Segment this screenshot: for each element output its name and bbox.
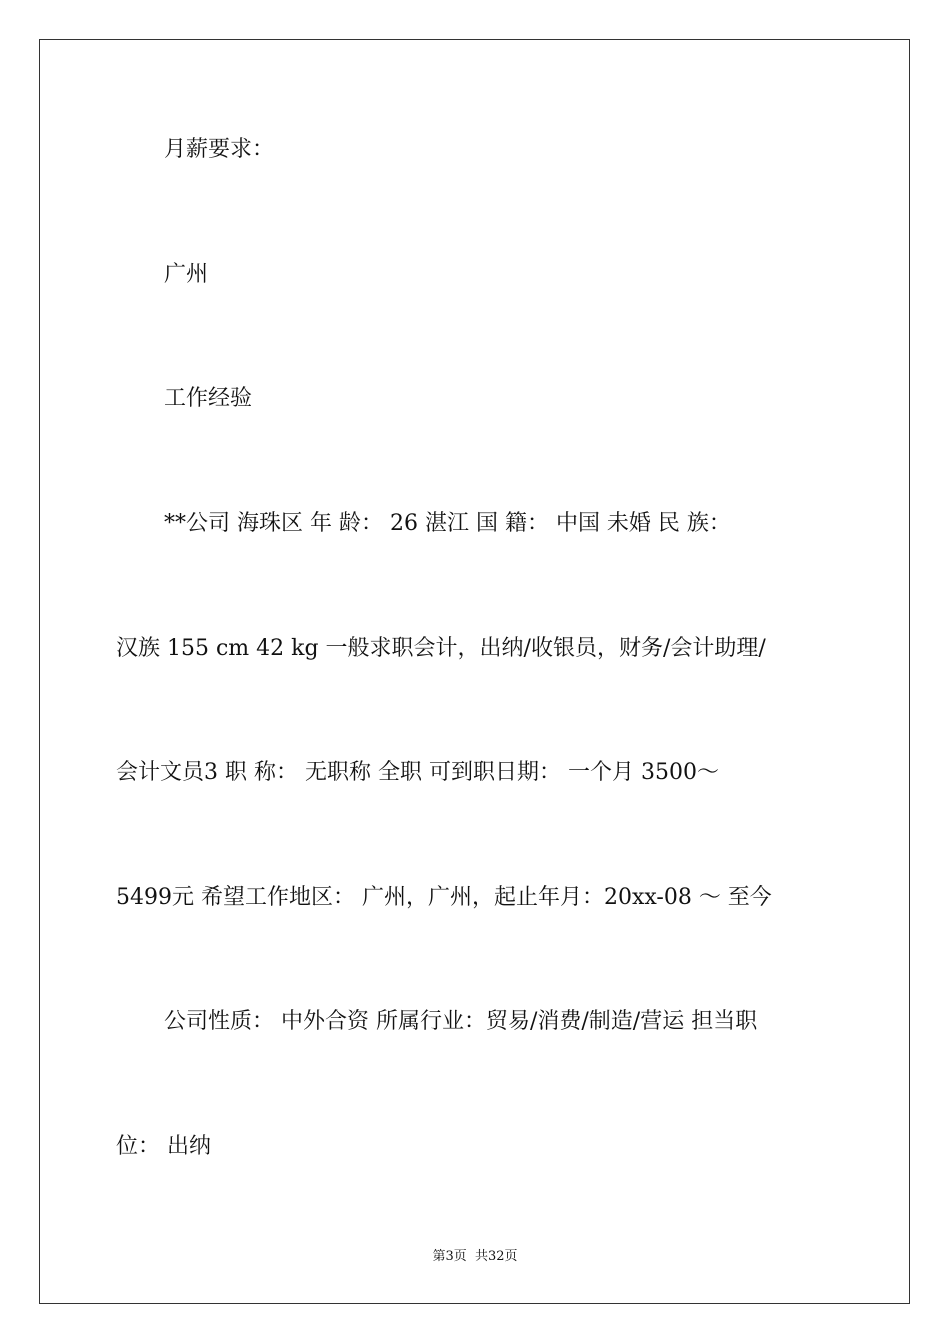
text-line-profile-2: 汉族 155 cm 42 kg 一般求职会计，出纳/收银员，财务/会计助理/ [116,636,766,661]
text-line-position: 位： 出纳 [116,1134,211,1159]
text-line-guangzhou: 广州 [164,262,209,287]
text-line-profile-4: 5499元 希望工作地区： 广州，广州，起止年月：20xx-08 ～ 至今 [116,885,772,910]
page-border [39,39,910,1304]
page-number-footer: 第3页 共32页 [432,1249,518,1264]
text-line-profile-3: 会计文员3 职 称： 无职称 全职 可到职日期： 一个月 3500～ [116,760,719,785]
text-line-work-experience-heading: 工作经验 [164,386,253,411]
text-line-monthly-salary: 月薪要求： [164,137,275,162]
text-line-profile-1: **公司 海珠区 年 龄： 26 湛江 国 籍： 中国 未婚 民 族： [164,511,731,536]
text-line-company-info: 公司性质： 中外合资 所属行业：贸易/消费/制造/营运 担当职 [164,1009,758,1034]
